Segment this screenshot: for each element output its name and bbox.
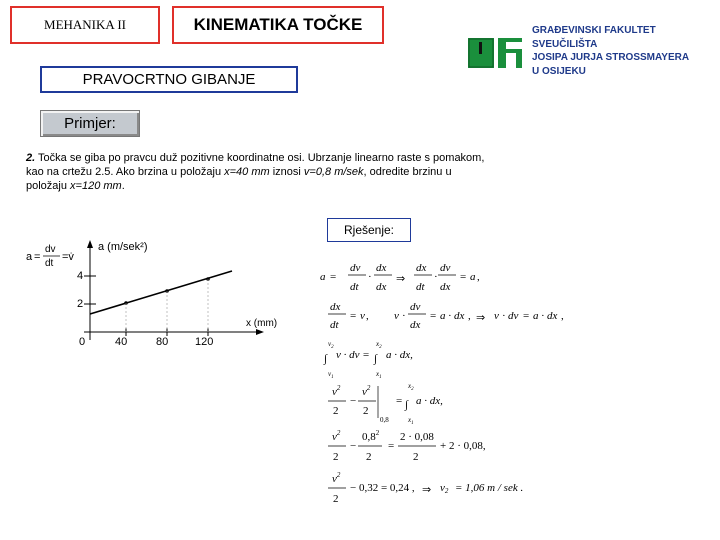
m2-dx4: dx (547, 310, 558, 322)
m5-two2: 2 (366, 451, 372, 463)
m6-result: v2 (440, 482, 449, 495)
m4-minus: − (350, 395, 357, 407)
m2-v3: v (494, 310, 499, 322)
m5-two: 2 (333, 451, 339, 463)
formula-dt: dt (45, 258, 54, 269)
formula-vdot: =v̇ (62, 251, 74, 263)
svg-text:,: , (366, 310, 369, 322)
m1-comma: , (477, 271, 480, 283)
y-axis-arrow-icon (87, 240, 93, 248)
slide-title: KINEMATIKA TOČKE (172, 6, 384, 44)
svg-text:=: = (460, 271, 467, 283)
solution-label: Rješenje: (327, 218, 411, 242)
m2-v: v (360, 310, 365, 322)
m5-eq: = (388, 440, 395, 452)
m6-v: $v^2$ (332, 471, 341, 485)
m1-dx4: dx (440, 281, 451, 293)
m3-integral2-icon: ∫ (374, 353, 378, 365)
m3-lower-v: $v_1$ (328, 370, 334, 380)
svg-text:=: = (430, 310, 437, 322)
m2-dx3: dx (454, 310, 465, 322)
m2-dx: dx (330, 301, 341, 313)
m1-dx2: dx (376, 281, 387, 293)
m6-two: 2 (333, 493, 339, 505)
m3-upper-x: $x_2$ (376, 340, 382, 350)
m5-v: $v^2$ (332, 429, 341, 443)
m4-upper-x: $x_2$ (408, 382, 414, 392)
m4-adx: a · dx, (416, 395, 443, 407)
svg-text:·: · (434, 271, 438, 283)
m6-imp: ⇒ (422, 484, 432, 496)
m1-imp: ⇒ (396, 273, 406, 285)
m6-result-val: = 1,06 m / sek . (455, 482, 524, 494)
m1-dt: dt (350, 281, 359, 293)
x-tick-label-80: 80 (156, 336, 169, 348)
m1-dx3: dx (416, 262, 427, 274)
example-label: Primjer: (40, 110, 140, 137)
svg-text:·: · (368, 271, 372, 283)
m2-dt: dt (330, 319, 339, 331)
m4-two2: 2 (363, 405, 369, 417)
faculty-name: GRAĐEVINSKI FAKULTET SVEUČILIŠTA JOSIPA JURJA STROSSMAYERA U OSIJEKU (532, 25, 690, 77)
m4-lower-x: $x_1$ (408, 416, 414, 426)
m3-vdv: v · dv = (336, 349, 370, 361)
svg-text:=: = (523, 310, 530, 322)
m2-dv2: dv (508, 310, 519, 322)
m4-eq: = (396, 395, 403, 407)
formula-eq: = (34, 251, 41, 263)
acceleration-line (90, 271, 232, 314)
y-tick-label-0: 0 (79, 336, 86, 348)
m3-upper-v: $v_2$ (328, 340, 334, 350)
y-axis-label: a (m/sek²) (98, 241, 148, 253)
solution-math (318, 254, 588, 516)
m3-adx: a · dx, (386, 349, 413, 361)
x-tick-label-120: 120 (195, 336, 214, 348)
m3-lower-x: $x_1$ (376, 370, 382, 380)
m1-a2: a (470, 271, 476, 283)
m2-a: a (440, 310, 446, 322)
x-axis-arrow-icon (256, 329, 264, 335)
m2-dot: · (402, 310, 406, 322)
m5-minus: − (350, 440, 357, 452)
acceleration-graph (0, 232, 300, 362)
m5-val1: $0,8^2$ (362, 429, 380, 443)
x-tick-label-40: 40 (115, 336, 128, 348)
m6-rest: − 0,32 = 0,24 , (350, 482, 415, 494)
svg-text:·: · (502, 310, 506, 322)
course-title: MEHANIKA II (10, 6, 160, 44)
m5-val3: + 2 · 0,08, (440, 440, 486, 452)
m5-two3: 2 (413, 451, 419, 463)
m4-integral-icon: ∫ (405, 399, 409, 411)
m2-imp: ⇒ (476, 312, 486, 324)
formula-a: a (26, 251, 33, 263)
m1-a: a (320, 271, 326, 283)
m4-v1: $v^2$ (362, 384, 371, 398)
y-tick-label-4: 4 (77, 270, 84, 282)
m1-dx: dx (376, 262, 387, 274)
m2-a2: a (533, 310, 539, 322)
x-axis-label: x (mm) (246, 318, 278, 329)
y-tick-label-2: 2 (77, 298, 84, 310)
m2-v2: v (394, 310, 399, 322)
svg-text:·: · (541, 310, 545, 322)
m4-lower: 0,8 (380, 416, 389, 424)
svg-text:=: = (330, 271, 337, 283)
m3-integral-icon: ∫ (324, 353, 328, 365)
formula-dv: dv (45, 244, 56, 255)
m1-dv2: dv (440, 262, 451, 274)
m4-v: $v^2$ (332, 384, 341, 398)
faculty-logo-icon (466, 20, 526, 68)
section-title: PRAVOCRTNO GIBANJE (40, 66, 298, 93)
m4-two: 2 (333, 405, 339, 417)
svg-text:·: · (448, 310, 452, 322)
svg-text:,: , (468, 310, 471, 322)
m1-dt2: dt (416, 281, 425, 293)
svg-text:,: , (561, 310, 564, 322)
problem-text: 2. Točka se giba po pravcu duž pozitivne koordinatne osi. Ubrzanje linearno raste s pomakom, kao na crtežu 2.5. Ako brzina u položaju x=40 mm iznosi v=0,8 m/sek, odredite brzinu u položaju x=120 mm. (26, 152, 485, 192)
svg-text:=: = (350, 310, 357, 322)
m2-dx2: dx (410, 319, 421, 331)
m2-dv: dv (410, 301, 421, 313)
m1-dv: dv (350, 262, 361, 274)
m5-val2: 2 · 0,08 (400, 431, 434, 443)
